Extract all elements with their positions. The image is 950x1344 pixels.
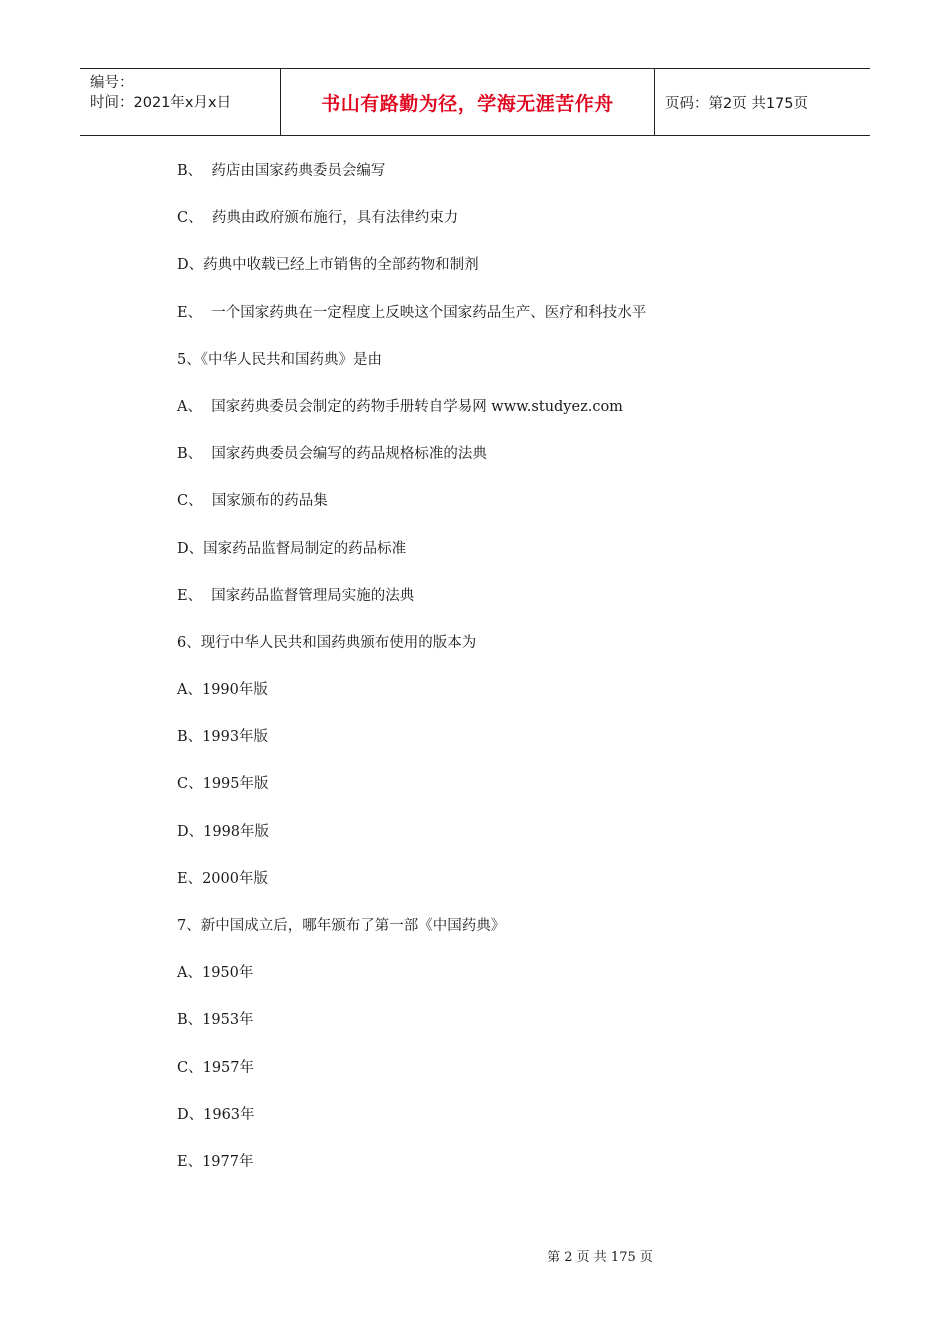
text-line: E、2000年版 xyxy=(177,870,268,887)
header-meta xyxy=(80,69,281,135)
text-line: C、1995年版 xyxy=(177,776,269,793)
question-line: 7、新中国成立后，哪年颁布了第一部《中国药典》 xyxy=(177,918,506,934)
document-body xyxy=(177,154,817,1192)
footer-page-number: 第 2 页 共 175 页 xyxy=(547,1250,653,1265)
text-line: B、 国家药典委员会编写的药品规格标准的法典 xyxy=(177,446,487,463)
text-line: E、 国家药品监督管理局实施的法典 xyxy=(177,587,415,604)
text-line: C、 药典由政府颁布施行，具有法律约束力 xyxy=(177,210,459,227)
question-line: 5、《中华人民共和国药典》是由 xyxy=(177,351,382,368)
motto-text: 书山有路勤为径，学海无涯苦作舟 xyxy=(321,92,614,115)
text-line: E、 一个国家药典在一定程度上反映这个国家药品生产、医疗和科技水平 xyxy=(177,304,647,321)
header-page-info xyxy=(655,69,870,135)
text-line: C、1957年 xyxy=(177,1059,254,1076)
document-number-label: 编号： xyxy=(90,75,134,91)
document-date: 时间：2021年x月x日 xyxy=(90,95,232,111)
page-header xyxy=(80,68,870,136)
text-line: B、1953年 xyxy=(177,1012,254,1029)
text-line: D、药典中收载已经上市销售的全部药物和制剂 xyxy=(177,257,479,274)
text-line: A、 国家药典委员会制定的药物手册转自学易网 www.studyez.com xyxy=(177,398,623,415)
text-line: D、1963年 xyxy=(177,1106,255,1123)
text-line: D、1998年版 xyxy=(177,823,270,840)
text-line: E、1977年 xyxy=(177,1153,254,1170)
text-line: A、1950年 xyxy=(177,965,254,982)
page-info-text: 页码：第2页 共175页 xyxy=(665,95,809,112)
text-line: C、 国家颁布的药品集 xyxy=(177,493,328,510)
text-line: D、国家药品监督局制定的药品标准 xyxy=(177,540,407,557)
question-line: 6、现行中华人民共和国药典颁布使用的版本为 xyxy=(177,634,477,651)
text-line: B、1993年版 xyxy=(177,729,269,746)
text-line: B、 药店由国家药典委员会编写 xyxy=(177,163,386,179)
header-motto xyxy=(281,69,655,135)
page-footer xyxy=(0,1246,950,1265)
text-line: A、1990年版 xyxy=(177,682,268,699)
